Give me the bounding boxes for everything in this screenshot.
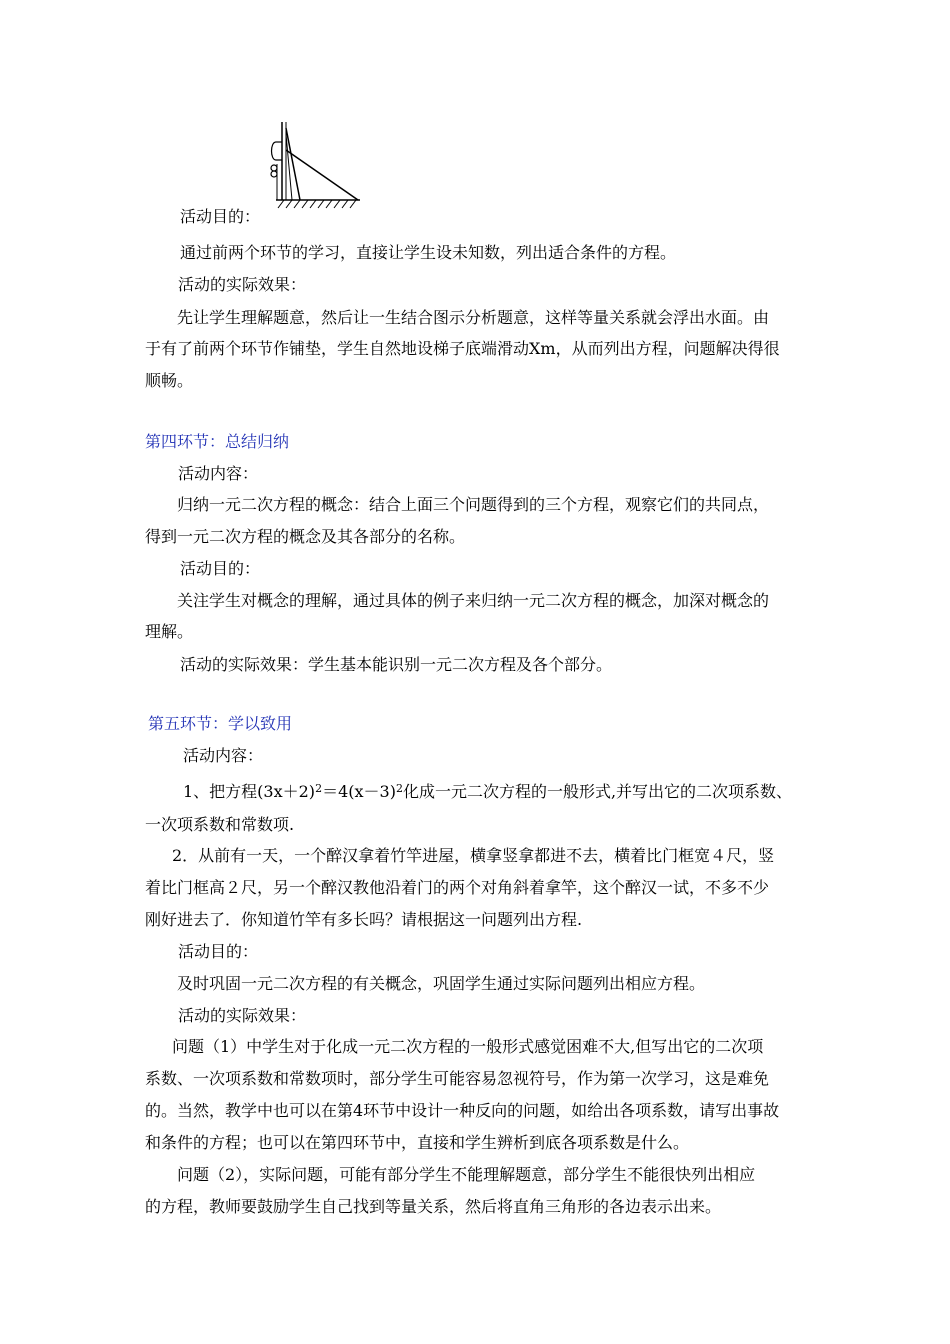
- section5-question2-line3: 刚好进去了．你知道竹竿有多长吗？请根据这一问题列出方程.: [145, 910, 583, 929]
- section5-purpose-text: 及时巩固一元二次方程的有关概念，巩固学生通过实际问题列出相应方程。: [177, 974, 706, 993]
- section5-heading: 第五环节：学以致用: [148, 714, 293, 733]
- section5-purpose-label: 活动目的：: [178, 942, 259, 961]
- section5-problem1-line4: 和条件的方程；也可以在第四环节中，直接和学生辨析到底各项系数是什么。: [145, 1133, 690, 1152]
- section3-effect-label: 活动的实际效果：: [178, 275, 307, 294]
- section4-purpose-line1: 关注学生对概念的理解，通过具体的例子来归纳一元二次方程的概念，加深对概念的: [177, 591, 770, 610]
- section4-effect-line: 活动的实际效果：学生基本能识别一元二次方程及各个部分。: [180, 655, 613, 674]
- section4-purpose-label: 活动目的：: [180, 559, 261, 578]
- section5-question1-line2: 一次项系数和常数项.: [145, 815, 295, 834]
- section3-effect-line2: 于有了前两个环节作铺垫，学生自然地设梯子底端滑动Xm，从而列出方程，问题解决得很: [145, 339, 780, 358]
- section3-purpose-text: 通过前两个环节的学习，直接让学生设未知数，列出适合条件的方程。: [180, 243, 677, 262]
- section5-content-label: 活动内容：: [183, 746, 264, 765]
- section5-question2-line1: 2．从前有一天，一个醉汉拿着竹竿进屋，横拿竖拿都进不去，横着比门框宽４尺，竖: [172, 846, 775, 865]
- section4-content-line2: 得到一元二次方程的概念及其各部分的名称。: [145, 527, 466, 546]
- section5-problem1-line3: 的。当然，教学中也可以在第4环节中设计一种反向的问题，如给出各项系数，请写出事故: [145, 1101, 780, 1120]
- section3-effect-line1: 先让学生理解题意，然后让一生结合图示分析题意，这样等量关系就会浮出水面。由: [177, 308, 770, 327]
- section5-problem2-line2: 的方程，教师要鼓励学生自己找到等量关系，然后将直角三角形的各边表示出来。: [145, 1197, 722, 1216]
- section4-content-line1: 归纳一元二次方程的概念：结合上面三个问题得到的三个方程，观察它们的共同点，: [177, 495, 770, 514]
- section5-question2-line2: 着比门框高２尺，另一个醉汉教他沿着门的两个对角斜着拿竿，这个醉汉一试，不多不少: [145, 878, 770, 897]
- section4-content-label: 活动内容：: [178, 464, 259, 483]
- ladder-wall-figure: [262, 120, 362, 212]
- section5-problem1-line2: 系数、一次项系数和常数项时，部分学生可能容易忽视符号，作为第一次学习，这是难免: [145, 1069, 770, 1088]
- section3-effect-line3: 顺畅。: [145, 371, 194, 390]
- section3-purpose-label: 活动目的：: [180, 207, 261, 226]
- section4-heading: 第四环节：总结归纳: [145, 432, 290, 451]
- section4-purpose-line2: 理解。: [145, 622, 194, 641]
- section5-effect-label: 活动的实际效果：: [178, 1006, 307, 1025]
- section5-problem1-line1: 问题（1）中学生对于化成一元二次方程的一般形式感觉困难不大,但写出它的二次项: [172, 1037, 764, 1056]
- section5-problem2-line1: 问题（2），实际问题，可能有部分学生不能理解题意，部分学生不能很快列出相应: [177, 1165, 756, 1184]
- section5-question1-line1: 1、把方程$(3x+2)^2=4(x-3)^2$化成一元二次方程的一般形式,并写出它的二次项系数、: [183, 782, 793, 801]
